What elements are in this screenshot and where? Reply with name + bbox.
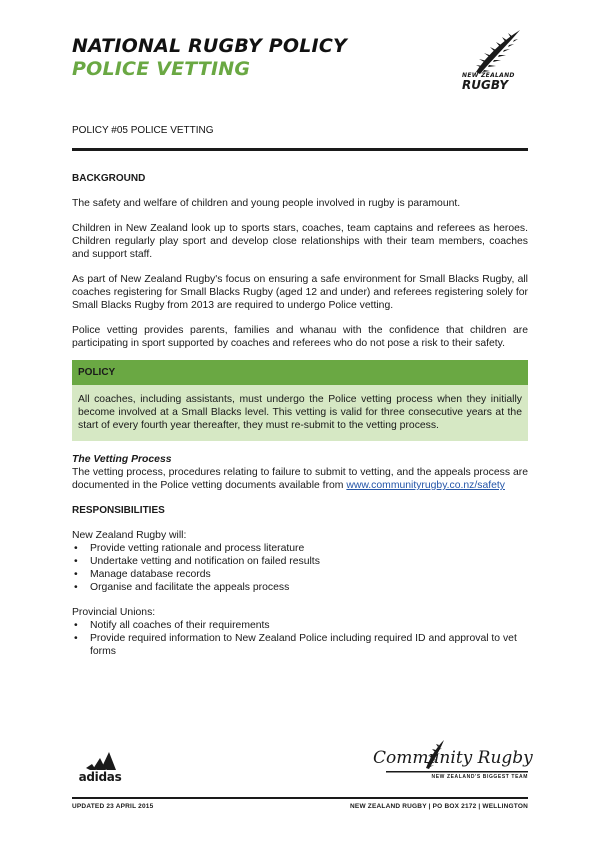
logo-small-text: NEW ZEALAND bbox=[462, 72, 515, 79]
community-rugby-tagline: NEW ZEALAND'S BIGGEST TEAM bbox=[431, 774, 528, 780]
background-heading: BACKGROUND bbox=[72, 173, 146, 184]
responsibilities-heading: RESPONSIBILITIES bbox=[72, 505, 165, 516]
vetting-process-text bbox=[72, 466, 528, 492]
policy-heading: POLICY bbox=[72, 360, 528, 385]
nzr-intro: New Zealand Rugby will: bbox=[72, 530, 187, 541]
list-item: • Provide vetting rationale and process literature bbox=[74, 543, 305, 554]
nz-rugby-logo bbox=[462, 72, 528, 91]
pu-list bbox=[72, 619, 528, 658]
list-item: • Notify all coaches of their requirements bbox=[74, 620, 270, 631]
vetting-process-body: The vetting process, procedures relating to failure to submit to vetting, and the appeals process are documented in the Police vetting documents available from bbox=[72, 467, 528, 491]
divider bbox=[72, 148, 528, 151]
list-item: • Manage database records bbox=[74, 569, 211, 580]
adidas-wordmark: adidas bbox=[78, 770, 122, 784]
pu-intro: Provincial Unions: bbox=[72, 607, 156, 618]
document-title: NATIONAL RUGBY POLICY bbox=[72, 35, 347, 57]
safety-link[interactable]: www.communityrugby.co.nz/safety bbox=[346, 480, 505, 491]
policy-number: POLICY #05 POLICE VETTING bbox=[72, 125, 214, 136]
community-rugby-wordmark: Community Rugby bbox=[373, 748, 533, 768]
background-paragraph: Police vetting provides parents, families and whanau with the confidence that children are participating in sport supported by coaches and referees who do not pose a risk to their safety. bbox=[72, 325, 528, 349]
nzr-list bbox=[72, 542, 528, 594]
footer-address: NEW ZEALAND RUGBY | PO BOX 2172 | WELLINGTON bbox=[350, 803, 528, 810]
updated-date: UPDATED 23 APRIL 2015 bbox=[72, 803, 154, 810]
background-paragraph: As part of New Zealand Rugby's focus on ensuring a safe environment for Small Blacks Rugby, all coaches registering for Small Blacks Rugby (aged 12 and under) and referees registering solely for Small Blacks Rugby from 2013 are required to undergo Police vetting. bbox=[72, 274, 528, 311]
list-item: • Organise and facilitate the appeals process bbox=[74, 582, 290, 593]
footer-divider bbox=[72, 797, 528, 799]
list-item: • Undertake vetting and notification on failed results bbox=[74, 556, 320, 567]
document-body bbox=[72, 172, 528, 658]
list-item: • Provide required information to New Zealand Police including required ID and approval to vet forms bbox=[74, 633, 517, 657]
policy-box bbox=[72, 360, 528, 441]
background-paragraph: Children in New Zealand look up to sports stars, coaches, team captains and referees as heroes. Children regularly play sport and develop close relationships with their team members, coaches and support staff. bbox=[72, 223, 528, 260]
policy-text: All coaches, including assistants, must undergo the Police vetting process when they initially become involved at a Small Blacks level. This vetting is valid for three consecutive years at the start of every fourth year thereafter, they must re-submit to the vetting process. bbox=[72, 385, 528, 441]
logo-big-text: RUGBY bbox=[462, 78, 509, 92]
background-paragraph: The safety and welfare of children and young people involved in rugby is paramount. bbox=[72, 198, 461, 209]
vetting-process-title: The Vetting Process bbox=[72, 454, 172, 465]
document-subtitle: POLICE VETTING bbox=[72, 58, 251, 80]
